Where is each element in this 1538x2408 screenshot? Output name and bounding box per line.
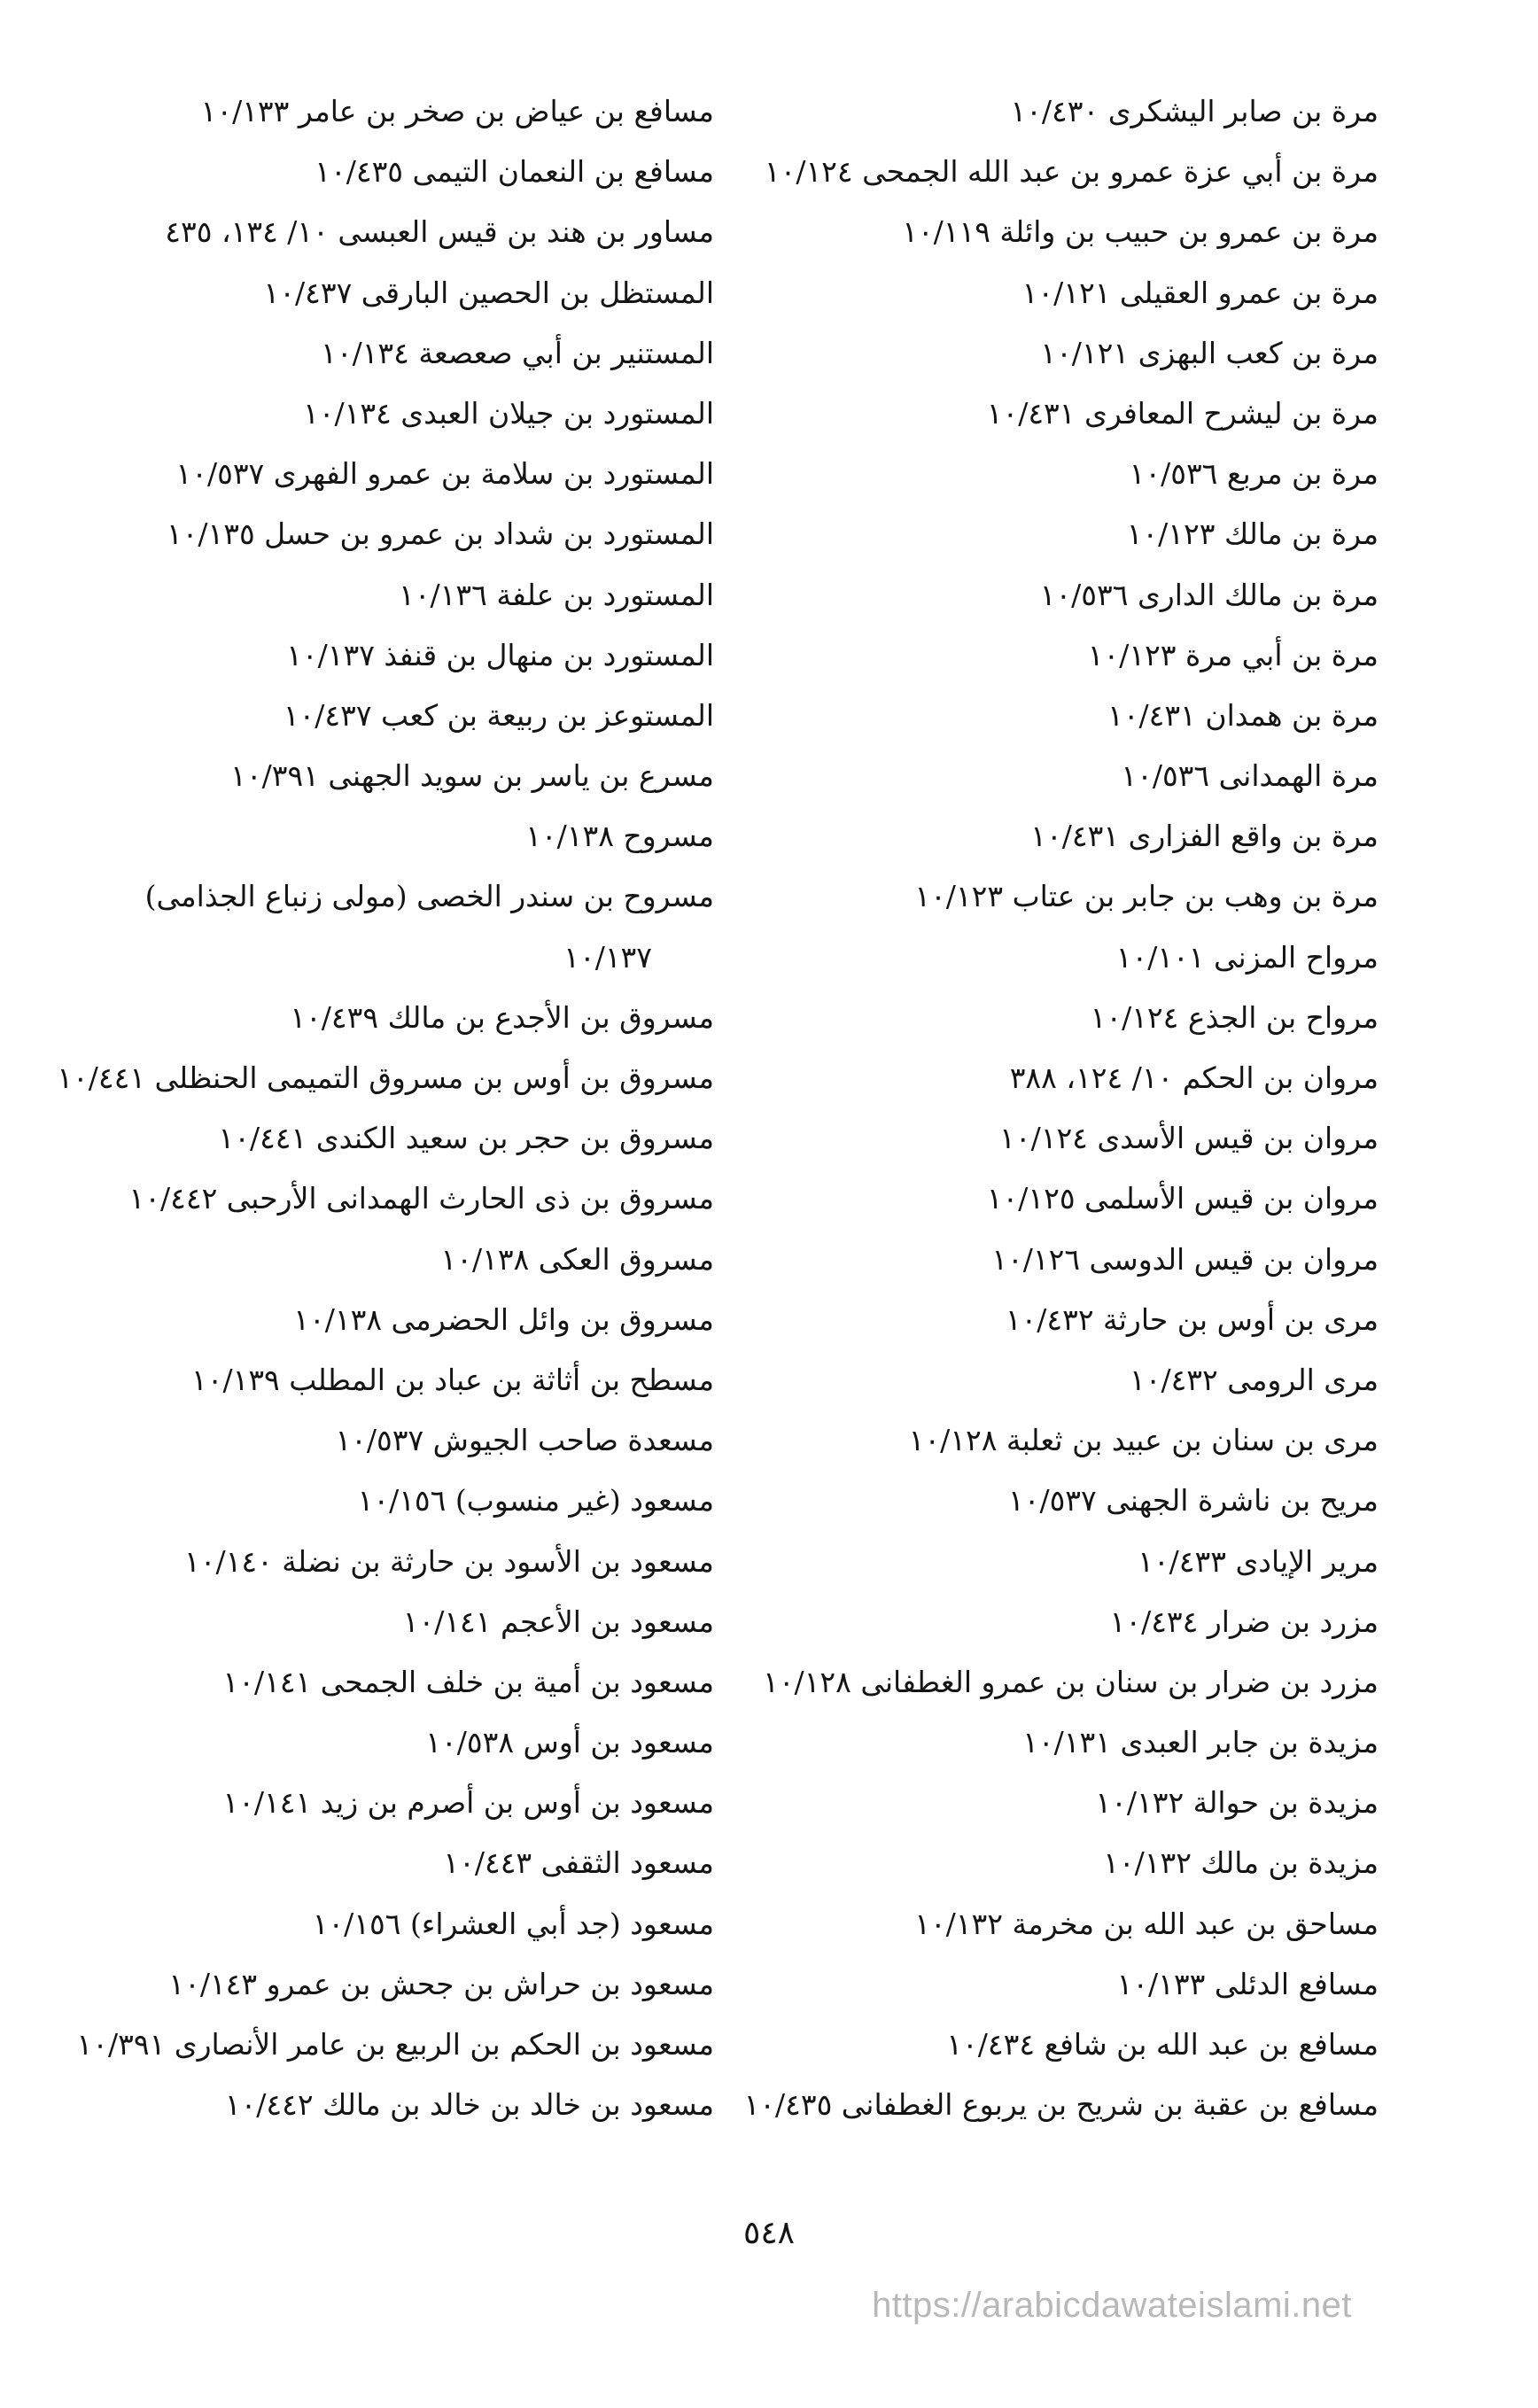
index-entry: مسروق بن الأجدع بن مالك ١٠/٤٣٩: [290, 999, 714, 1035]
index-entry: مزيدة بن جابر العبدى ١٠/١٣١: [1022, 1725, 1379, 1760]
index-entry: مسروق العكى ١٠/١٣٨: [440, 1241, 714, 1277]
index-column-right: [732, 82, 1379, 2135]
watermark-url: https://arabicdawateislami.net: [872, 2286, 1352, 2325]
index-entry: مسعود بن أوس ١٠/٥٣٨: [425, 1725, 714, 1760]
index-entry: مسافع بن عبد الله بن شافع ١٠/٤٣٤: [946, 2027, 1379, 2062]
index-entry: مرة بن عمرو العقيلى ١٠/١٢١: [1021, 275, 1379, 310]
index-entry: مسافع بن عياض بن صخر بن عامر ١٠/١٣٣: [200, 94, 714, 128]
index-entry: مرة بن كعب البهزى ١٠/١٢١: [1040, 335, 1379, 370]
index-entry: مسروح بن سندر الخصى (مولى زنباع الجذامى): [144, 879, 714, 914]
index-entry: مريح بن ناشرة الجهنى ١٠/٥٣٧: [1008, 1483, 1379, 1519]
index-entry: مزرد بن ضرار ١٠/٤٣٤: [1109, 1604, 1379, 1639]
index-entry: مزيدة بن مالك ١٠/١٣٢: [1103, 1845, 1379, 1881]
index-entry: مساور بن هند بن قيس العبسى ١٠/ ١٣٤، ٤٣٥: [165, 214, 714, 250]
page-number: ٥٤٨: [742, 2215, 795, 2251]
index-entry: مزيدة بن حوالة ١٠/١٣٢: [1095, 1785, 1379, 1821]
index-entry: مسطح بن أثاثة بن عباد بن المطلب ١٠/١٣٩: [191, 1362, 714, 1397]
index-entry: مرة بن ليشرح المعافرى ١٠/٤٣١: [986, 395, 1379, 431]
index-entry: مرة بن همدان ١٠/٤٣١: [1107, 697, 1379, 733]
index-entry: المستورد بن جيلان العبدى ١٠/١٣٤: [303, 395, 714, 431]
index-entry: مرى الرومى ١٠/٤٣٢: [1130, 1362, 1379, 1397]
index-entry: مرة بن مالك ١٠/١٢٣: [1126, 517, 1379, 552]
index-entry: مسعدة صاحب الجيوش ١٠/٥٣٧: [335, 1423, 714, 1458]
index-entry: مرة بن مربع ١٠/٥٣٦: [1129, 456, 1379, 492]
index-entry: مرواح بن الجذع ١٠/١٢٤: [1090, 999, 1379, 1035]
index-entry: المستورد بن شداد بن عمرو بن حسل ١٠/١٣٥: [166, 517, 714, 552]
index-entry: مروان بن قيس الدوسى ١٠/١٢٦: [991, 1241, 1379, 1277]
index-entry: مرة بن وهب بن جابر بن عتاب ١٠/١٢٣: [914, 879, 1379, 914]
index-entry: مسعود (غير منسوب) ١٠/١٥٦: [357, 1483, 714, 1519]
index-entry: المستورد بن علفة ١٠/١٣٦: [399, 577, 714, 612]
index-entry: مرة بن أبي مرة ١٠/١٢٣: [1087, 637, 1379, 672]
index-entry: مرة بن مالك الدارى ١٠/٥٣٦: [1039, 577, 1379, 612]
index-entry: مسافع بن النعمان التيمى ١٠/٤٣٥: [315, 154, 714, 190]
index-entry: مسعود بن حراش بن جحش بن عمرو ١٠/١٤٣: [168, 1966, 714, 2001]
index-entry: مسعود بن الأسود بن حارثة بن نضلة ١٠/١٤٠: [184, 1543, 714, 1579]
index-entry: مسعود (جد أبي العشراء) ١٠/١٥٦: [312, 1906, 714, 1941]
index-entry: مروان بن قيس الأسلمى ١٠/١٢٥: [986, 1181, 1379, 1216]
index-entry: مرواح المزنى ١٠/١٠١: [1115, 939, 1379, 975]
index-entry: مرير الإيادى ١٠/٤٣٣: [1138, 1543, 1379, 1579]
index-entry: مرة بن أبي عزة عمرو بن عبد الله الجمحى ١٠/١٢٤: [764, 154, 1379, 190]
index-entry: مسافع الدئلى ١٠/١٣٣: [1116, 1966, 1379, 2001]
index-entry: مسعود الثقفى ١٠/٤٤٣: [443, 1845, 714, 1881]
index-entry: مسروق بن وائل الحضرمى ١٠/١٣٨: [293, 1301, 714, 1337]
index-entry: مسعود بن الأعجم ١٠/١٤١: [402, 1604, 714, 1639]
index-entry: مساحق بن عبد الله بن مخرمة ١٠/١٣٢: [914, 1906, 1379, 1941]
index-entry: مسروح ١٠/١٣٨: [525, 819, 714, 854]
index-entry: مسروق بن أوس بن مسروق التميمى الحنظلى ١٠/٤٤١: [57, 1060, 714, 1095]
index-entry: مسعود بن خالد بن خالد بن مالك ١٠/٤٤٢: [224, 2087, 714, 2123]
index-entry: المستورد بن سلامة بن عمرو الفهرى ١٠/٥٣٧: [175, 456, 714, 492]
index-entry: مسافع بن عقبة بن شريح بن يربوع الغطفانى ١٠/٤٣٥: [743, 2087, 1379, 2123]
index-entry: المستوعز بن ربيعة بن كعب ١٠/٤٣٧: [283, 697, 714, 733]
index-entry: المستظل بن الحصين البارقى ١٠/٤٣٧: [263, 275, 714, 310]
index-entry: مسروق بن حجر بن سعيد الكندى ١٠/٤٤١: [218, 1121, 714, 1156]
index-entry: مرة الهمدانى ١٠/٥٣٦: [1121, 758, 1379, 794]
index-entry: مسعود بن الحكم بن الربيع بن عامر الأنصارى ١٠/٣٩١: [76, 2027, 714, 2062]
index-entry: مرة بن صابر اليشكرى ١٠/٤٣٠: [1010, 94, 1379, 128]
index-entry: مسعود بن أوس بن أصرم بن زيد ١٠/١٤١: [222, 1785, 714, 1821]
index-entry: مزرد بن ضرار بن سنان بن عمرو الغطفانى ١٠/١٢٨: [763, 1664, 1379, 1699]
index-entry: مرة بن عمرو بن حبيب بن وائلة ١٠/١١٩: [902, 214, 1379, 250]
index-entry: مسروق بن ذى الحارث الهمدانى الأرحبى ١٠/٤٤٢: [128, 1181, 714, 1216]
index-entry: المستنير بن أبي صعصعة ١٠/١٣٤: [321, 335, 714, 370]
index-column-left: [5, 82, 714, 2135]
index-entry: مسرع بن ياسر بن سويد الجهنى ١٠/٣٩١: [230, 758, 714, 794]
index-entry: مرى بن أوس بن حارثة ١٠/٤٣٢: [1005, 1301, 1379, 1337]
index-entry: ١٠/١٣٧: [563, 939, 652, 975]
index-entry: مروان بن الحكم ١٠/ ١٢٤، ٣٨٨: [1009, 1060, 1379, 1095]
index-entry: مسعود بن أمية بن خلف الجمحى ١٠/١٤١: [222, 1664, 714, 1699]
index-entry: مروان بن قيس الأسدى ١٠/١٢٤: [999, 1121, 1379, 1156]
index-entry: المستورد بن منهال بن قنفذ ١٠/١٣٧: [286, 637, 714, 672]
index-entry: مرى بن سنان بن عبيد بن ثعلبة ١٠/١٢٨: [908, 1423, 1379, 1458]
index-entry: مرة بن واقع الفزارى ١٠/٤٣١: [1030, 819, 1379, 854]
